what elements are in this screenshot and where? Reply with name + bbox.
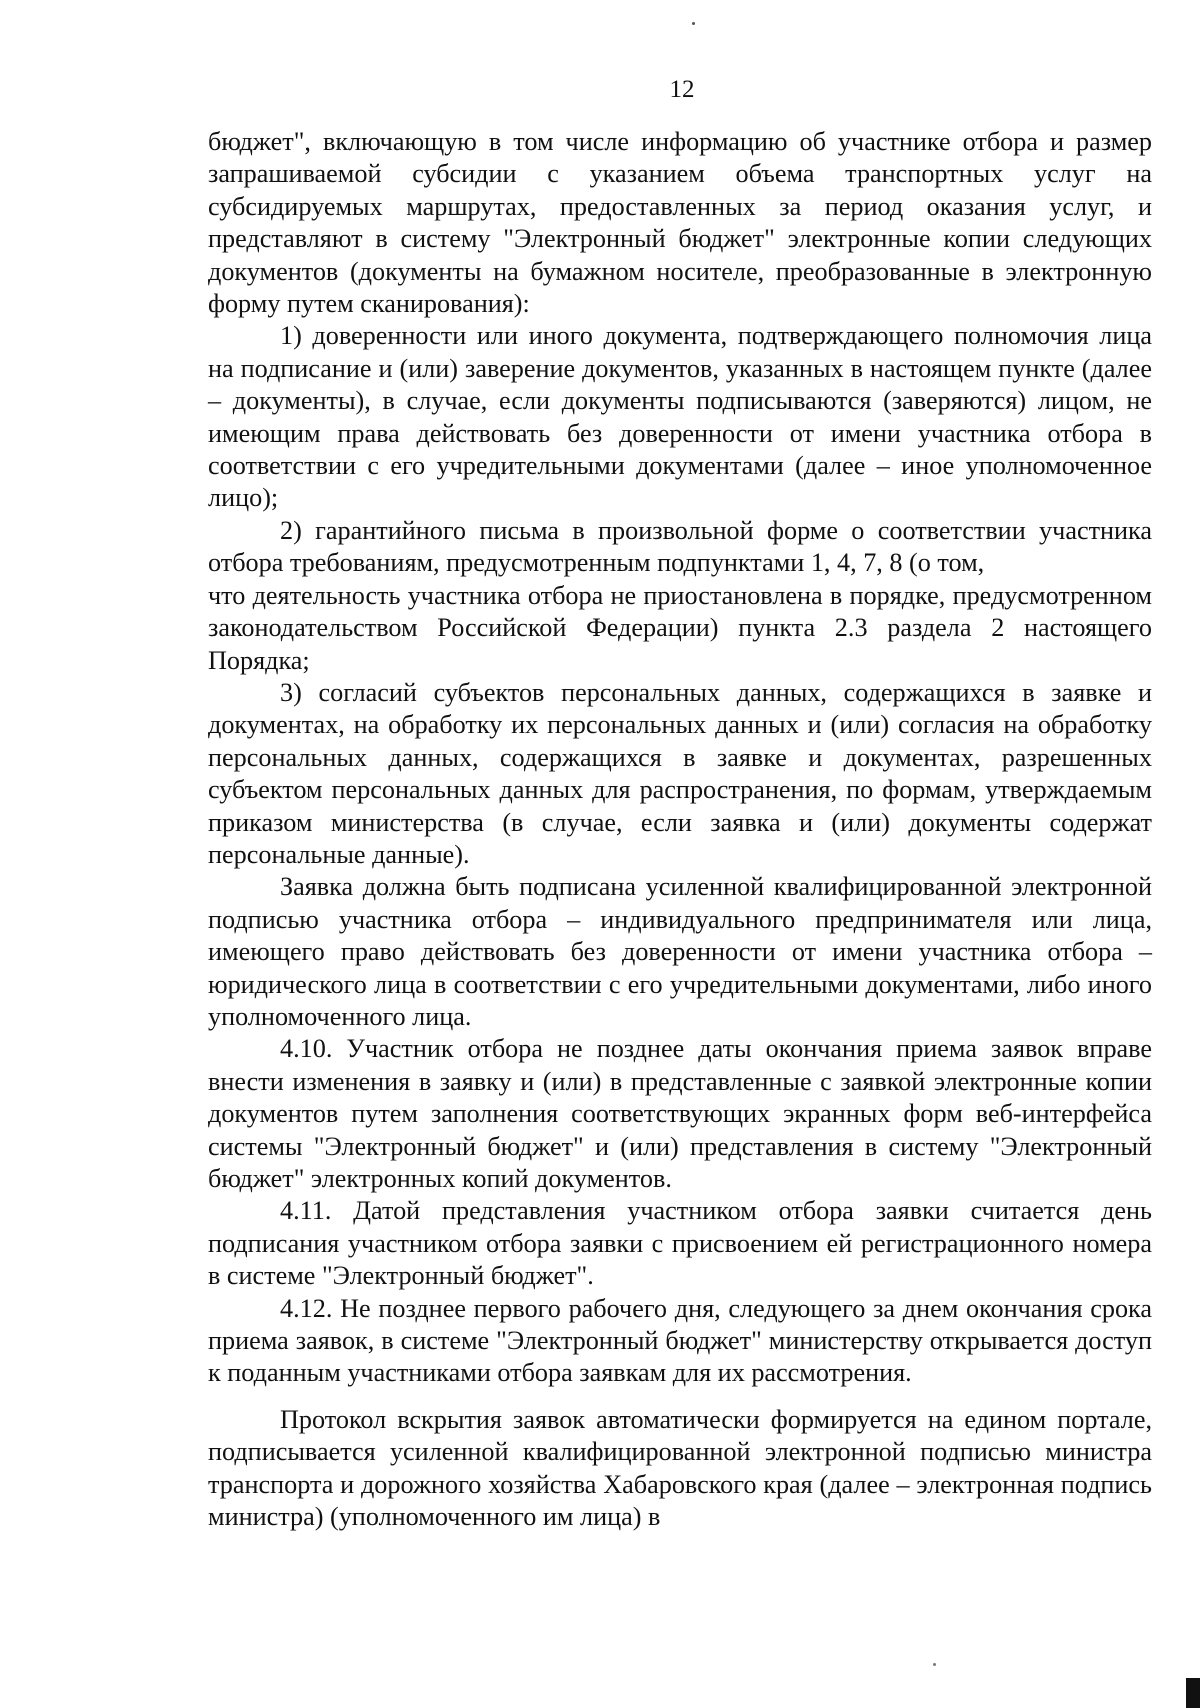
page-number: 12 xyxy=(669,76,695,103)
paragraph-item-2-continued: что деятельность участника отбора не приостановлена в порядке, предусмотренном законодательством Российской Федерации) пункта 2.3 раздела 2 настоящего Порядка; xyxy=(208,580,1152,675)
document-body xyxy=(208,126,1152,1533)
paragraph-item-2: 2) гарантийного письма в произвольной форме о соответствии участника отбора требованиям, предусмотренным подпунктами 1, 4, 7, 8 (о том, xyxy=(208,515,1152,578)
paragraph-application-signature: Заявка должна быть подписана усиленной квалифицированной электронной подписью участника отбора – индивидуального предпринимателя или лица, имеющего право действовать без доверенности от имени участника отбора – юридического лица в соответствии с его учредительными документами, либо иного уполномоченного лица. xyxy=(208,872,1152,1031)
scan-edge-mark xyxy=(1186,1678,1200,1708)
paragraph-item-1: 1) доверенности или иного документа, подтверждающего полномочия лица на подписание и (или) заверение документов, указанных в настоящем пункте (далее – документы), в случае, если документы подписываются (заверяются) лицом, не имеющим права действовать без доверенности от имени участника отбора в соответствии с его учредительными документами (далее – иное уполномоченное лицо); xyxy=(208,321,1152,513)
paragraph-item-3: 3) согласий субъектов персональных данных, содержащихся в заявке и документах, на обработку их персональных данных и (или) согласия на обработку персональных данных, содержащихся в заявке и документах, разрешенных субъектом персональных данных для распространения, по формам, утверждаемым приказом министерства (в случае, если заявка и (или) документы содержат персональные данные). xyxy=(208,677,1152,869)
scan-speck xyxy=(692,22,695,25)
paragraph-4-10: 4.10. Участник отбора не позднее даты окончания приема заявок вправе внести изменения в заявку и (или) в представленные с заявкой электронные копии документов путем заполнения соответствующих экранных форм веб-интерфейса системы "Электронный бюджет" и (или) представления в систему "Электронный бюджет" электронных копий документов. xyxy=(208,1034,1152,1193)
paragraph-opening-protocol: Протокол вскрытия заявок автоматически формируется на едином портале, подписывается усиленной квалифицированной электронной подписью министра транспорта и дорожного хозяйства Хабаровского края (далее – электронная подпись министра) (уполномоченного им лица) в xyxy=(208,1404,1152,1532)
scan-speck xyxy=(933,1663,936,1666)
paragraph-4-12: 4.12. Не позднее первого рабочего дня, следующего за днем окончания срока приема заявок, в системе "Электронный бюджет" министерству открывается доступ к поданным участниками отбора заявкам для их рассмотрения. xyxy=(208,1293,1152,1388)
paragraph-continuation: бюджет", включающую в том числе информацию об участнике отбора и размер запрашиваемой субсидии с указанием объема транспортных услуг на субсидируемых маршрутах, предоставленных за период оказания услуг, и представляют в систему "Электронный бюджет" электронные копии следующих документов (документы на бумажном носителе, преобразованные в электронную форму путем сканирования): xyxy=(208,127,1152,319)
paragraph-4-11: 4.11. Датой представления участником отбора заявки считается день подписания участником отбора заявки с присвоением ей регистрационного номера в системе "Электронный бюджет". xyxy=(208,1196,1152,1291)
